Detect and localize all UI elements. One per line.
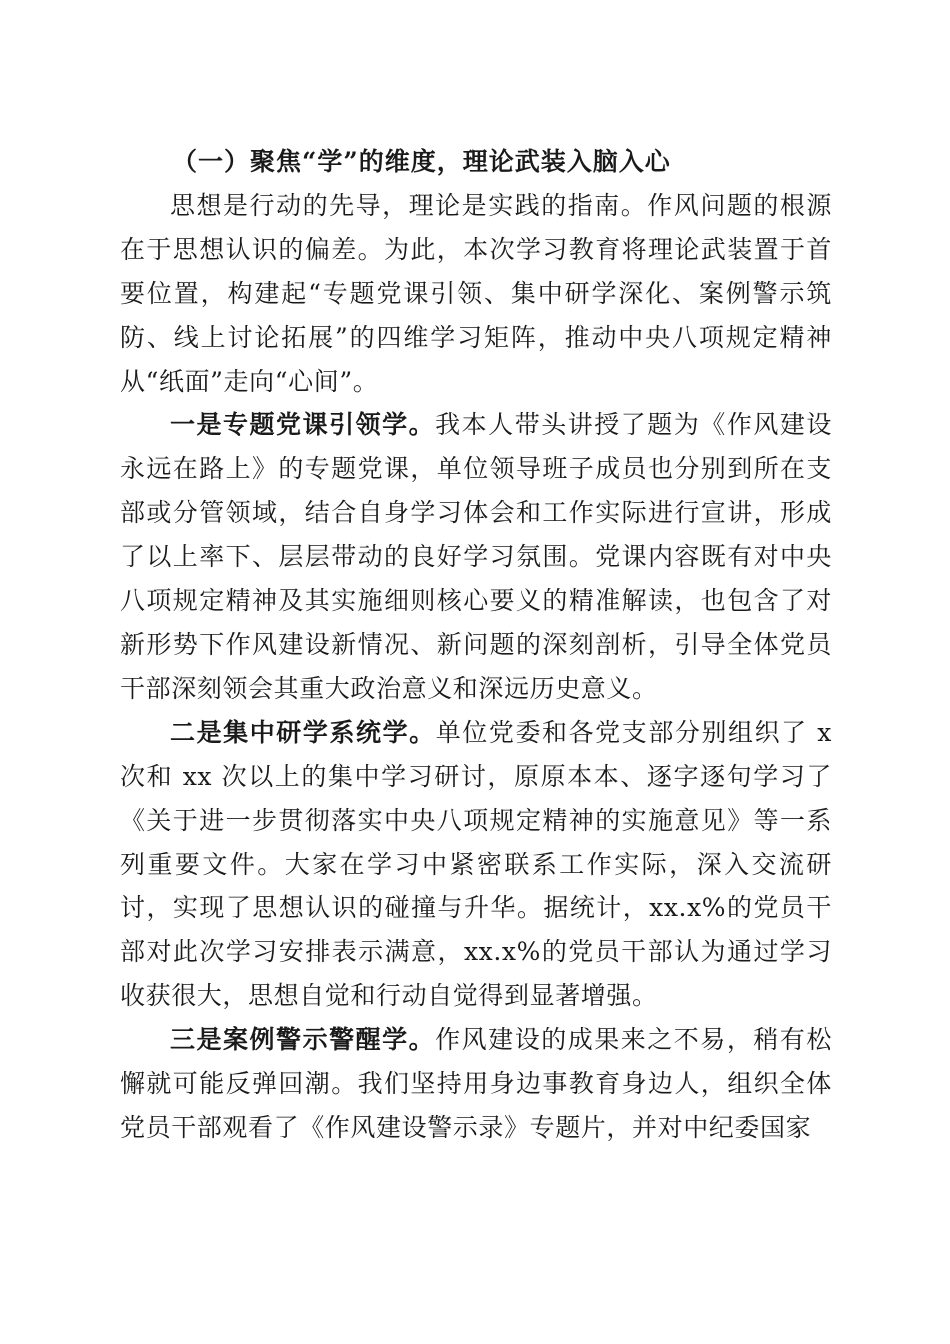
paragraph-point-2-text: 单位党委和各党支部分别组织了 x 次和 xx 次以上的集中学习研讨，原原本本、逐字逐句学习了《关于进一步贯彻落实中央八项规定精神的实施意见》等一系列重要文件。大家在学习中紧密联系工作实际，深入交流研讨，实现了思想认识的碰撞与升华。据统计，xx.x%的党员干部对此次学习安排表示满意，xx.x%的党员干部认为通过学习收获很大，思想自觉和行动自觉得到显著增强。 bbox=[120, 717, 832, 1011]
paragraph-intro-text: 思想是行动的先导，理论是实践的指南。作风问题的根源在于思想认识的偏差。为此，本次学习教育将理论武装置于首要位置，构建起“专题党课引领、集中研学深化、案例警示筑防、线上讨论拓展”的四维学习矩阵，推动中央八项规定精神从“纸面”走向“心间”。 bbox=[120, 190, 832, 396]
section-heading: （一）聚焦“学”的维度，理论武装入脑入心 bbox=[172, 147, 671, 176]
paragraph-point-2 bbox=[120, 711, 832, 1018]
paragraph-point-2-lead: 二是集中研学系统学。 bbox=[170, 717, 436, 747]
paragraph-point-1-text: 我本人带头讲授了题为《作风建设永远在路上》的专题党课，单位领导班子成员也分别到所在支部或分管领域，结合自身学习体会和工作实际进行宣讲，形成了以上率下、层层带动的良好学习氛围。党课内容既有对中央八项规定精神及其实施细则核心要义的精准解读，也包含了对新形势下作风建设新情况、新问题的深刻剖析，引导全体党员干部深刻领会其重大政治意义和深远历史意义。 bbox=[120, 410, 832, 703]
document-body bbox=[120, 140, 832, 1150]
paragraph-point-1-lead: 一是专题党课引领学。 bbox=[170, 410, 436, 440]
paragraph-point-3-lead: 三是案例警示警醒学。 bbox=[170, 1025, 436, 1055]
paragraph-point-1 bbox=[120, 403, 832, 710]
paragraph-point-3 bbox=[120, 1018, 832, 1150]
paragraph-intro bbox=[120, 184, 832, 404]
paragraph-point-3-text: 作风建设的成果来之不易，稍有松懈就可能反弹回潮。我们坚持用身边事教育身边人，组织全体党员干部观看了《作风建设警示录》专题片，并对中纪委国家 bbox=[120, 1025, 832, 1142]
